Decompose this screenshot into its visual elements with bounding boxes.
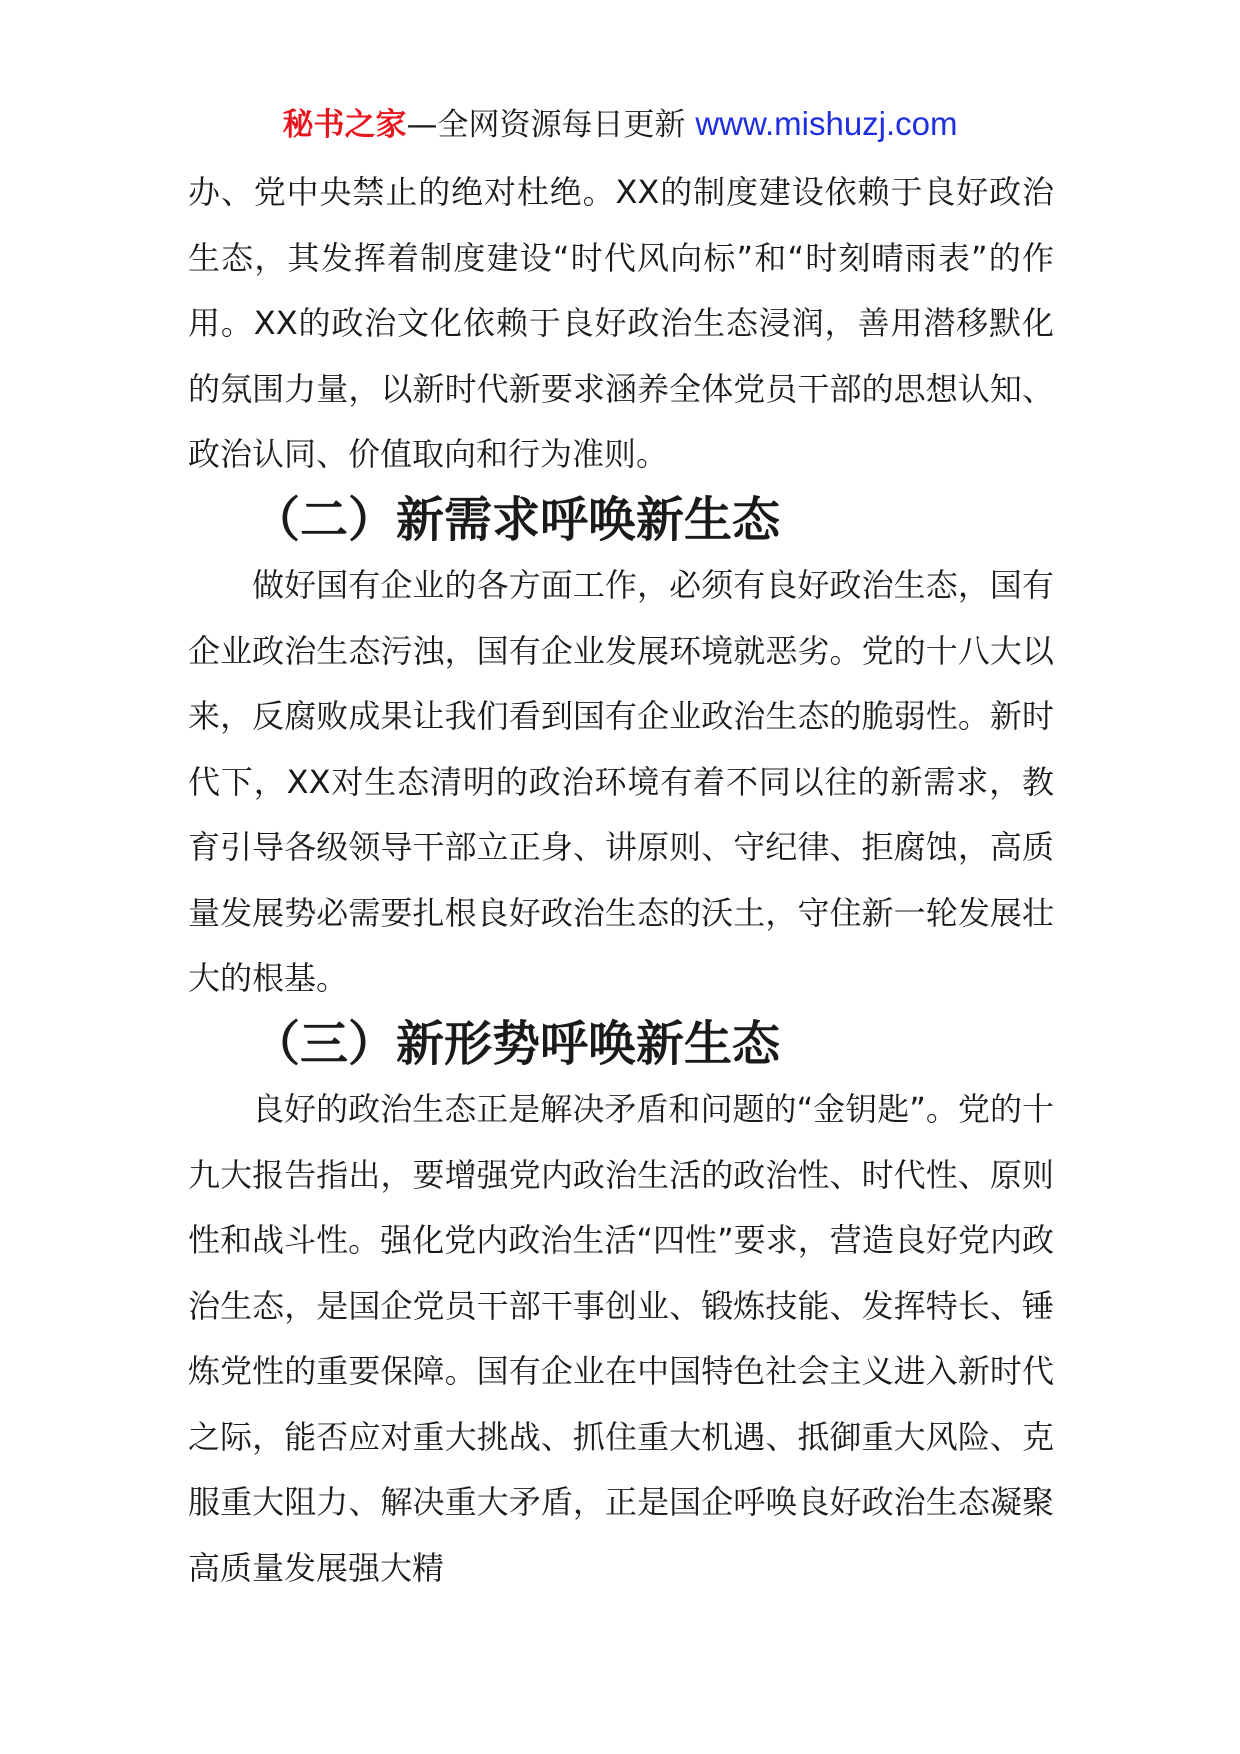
site-banner	[0, 102, 1240, 147]
paragraph-continued: 办、党中央禁止的绝对杜绝。XX的制度建设依赖于良好政治生态，其发挥着制度建设“时代风向标”和“时刻晴雨表”的作用。XX的政治文化依赖于良好政治生态浸润，善用潜移默化的氛围力量，以新时代新要求涵养全体党员干部的思想认知、政治认同、价值取向和行为准则。	[188, 173, 1054, 473]
site-url-link[interactable]: www.mishuzj.com	[695, 105, 958, 142]
brand-name: 秘书之家	[282, 107, 407, 143]
paragraph-section-3: 良好的政治生态正是解决矛盾和问题的“金钥匙”。党的十九大报告指出，要增强党内政治生活的政治性、时代性、原则性和战斗性。强化党内政治生活“四性”要求，营造良好党内政治生态，是国企党员干部干事创业、锻炼技能、发挥特长、锤炼党性的重要保障。国有企业在中国特色社会主义进入新时代之际，能否应对重大挑战、抓住重大机遇、抵御重大风险、克服重大阻力、解决重大矛盾，正是国企呼唤良好政治生态凝聚高质量发展强大精	[188, 1090, 1054, 1587]
paragraph-section-2: 做好国有企业的各方面工作，必须有良好政治生态，国有企业政治生态污浊，国有企业发展环境就恶劣。党的十八大以来，反腐败成果让我们看到国有企业政治生态的脆弱性。新时代下，XX对生态清明的政治环境有着不同以往的新需求，教育引导各级领导干部立正身、讲原则、守纪律、拒腐蚀，高质量发展势必需要扎根良好政治生态的沃土，守住新一轮发展壮大的根基。	[188, 566, 1054, 997]
section-heading-3: （三）新形势呼唤新生态	[252, 1015, 781, 1072]
banner-tagline: —全网资源每日更新	[406, 107, 686, 143]
document-body	[188, 160, 1054, 1601]
section-heading-2: （二）新需求呼唤新生态	[252, 491, 781, 548]
